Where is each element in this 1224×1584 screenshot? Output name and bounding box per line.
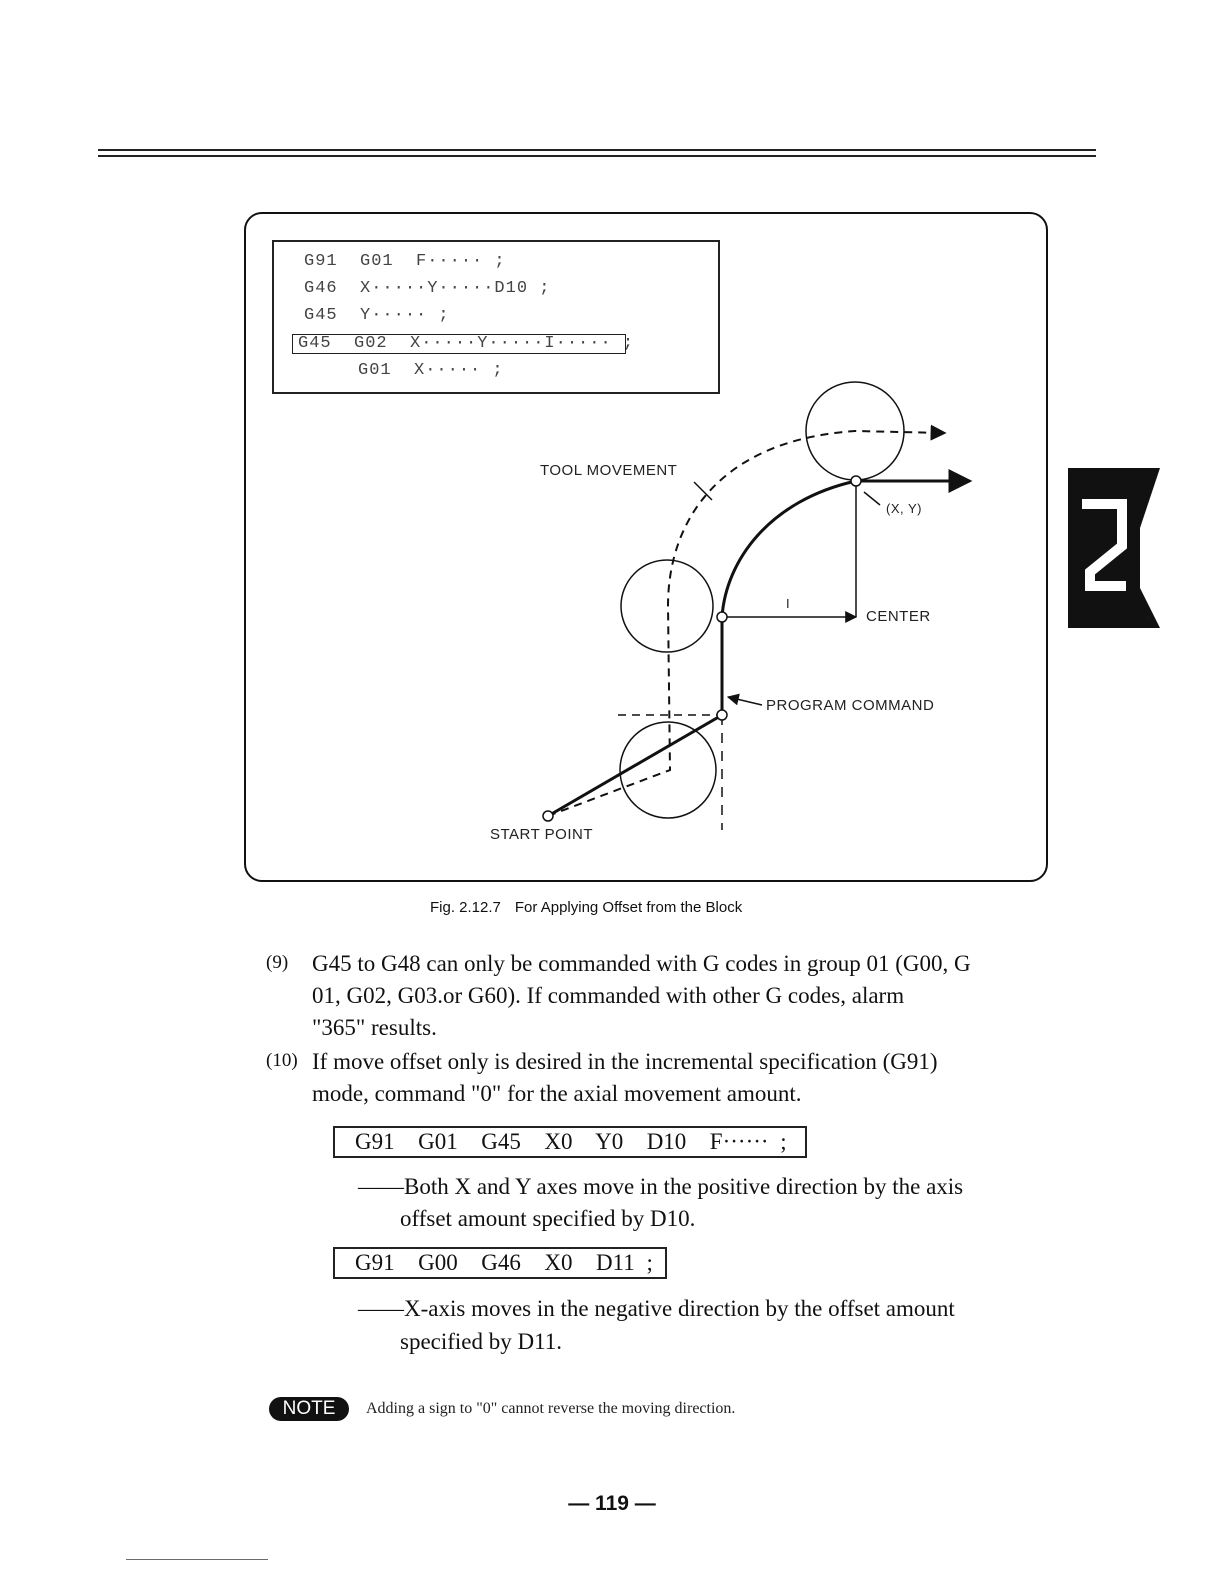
label-start-point: START POINT (490, 826, 594, 843)
note-badge: NOTE (269, 1397, 349, 1421)
code-line-1: G91 G01 F····· ; (304, 252, 506, 271)
page-number: — 119 — (568, 1492, 656, 1515)
item-10-line-2: mode, command "0" for the axial movement amount. (312, 1081, 802, 1106)
example-1-explanation-line-2: offset amount specified by D10. (400, 1206, 696, 1231)
example-command-box-1: G91 G01 G45 X0 Y0 D10 F······ ; (333, 1126, 807, 1158)
item-9-line-2: 01, G02, G03.or G60). If commanded with other G codes, alarm (312, 983, 905, 1008)
code-line-4-highlighted: G45 G02 X·····Y·····I····· ; (298, 334, 635, 353)
footer-line (126, 1559, 268, 1560)
figure-caption (430, 899, 742, 916)
chapter-tab-2 (1068, 468, 1160, 628)
label-i: I (786, 596, 791, 611)
header-rule-bottom (98, 155, 1096, 157)
item-9-number: (9) (266, 952, 289, 973)
item-10-line-1: If move offset only is desired in the incremental specification (G91) (312, 1049, 938, 1074)
item-9-line-3: "365" results. (312, 1015, 437, 1040)
chapter-tab-label: 2 (1148, 618, 1149, 619)
caption-number: Fig. 2.12.7 (430, 899, 501, 916)
item-10-number: (10) (266, 1050, 298, 1071)
caption-text: For Applying Offset from the Block (514, 899, 743, 916)
header-rule-top (98, 149, 1096, 151)
code-line-5: G01 X····· ; (358, 361, 504, 380)
note-text: Adding a sign to "0" cannot reverse the moving direction. (366, 1400, 736, 1417)
example-command-box-2: G91 G00 G46 X0 D11 ; (333, 1247, 667, 1279)
label-program-command: PROGRAM COMMAND (766, 697, 935, 714)
label-tool-movement: TOOL MOVEMENT (540, 462, 678, 479)
example-1-explanation-line-1: ——Both X and Y axes move in the positive direction by the axis (358, 1174, 964, 1199)
example-2-explanation-line-1: ——X-axis moves in the negative direction by the offset amount (358, 1296, 955, 1321)
code-highlight-box (292, 334, 626, 354)
example-2-explanation-line-2: specified by D11. (400, 1329, 563, 1354)
label-xy: (X, Y) (886, 501, 922, 516)
item-9-line-1: G45 to G48 can only be commanded with G codes in group 01 (G00, G (312, 951, 971, 976)
code-line-2: G46 X·····Y·····D10 ; (304, 279, 551, 298)
label-center: CENTER (866, 608, 931, 625)
code-line-3: G45 Y····· ; (304, 306, 450, 325)
